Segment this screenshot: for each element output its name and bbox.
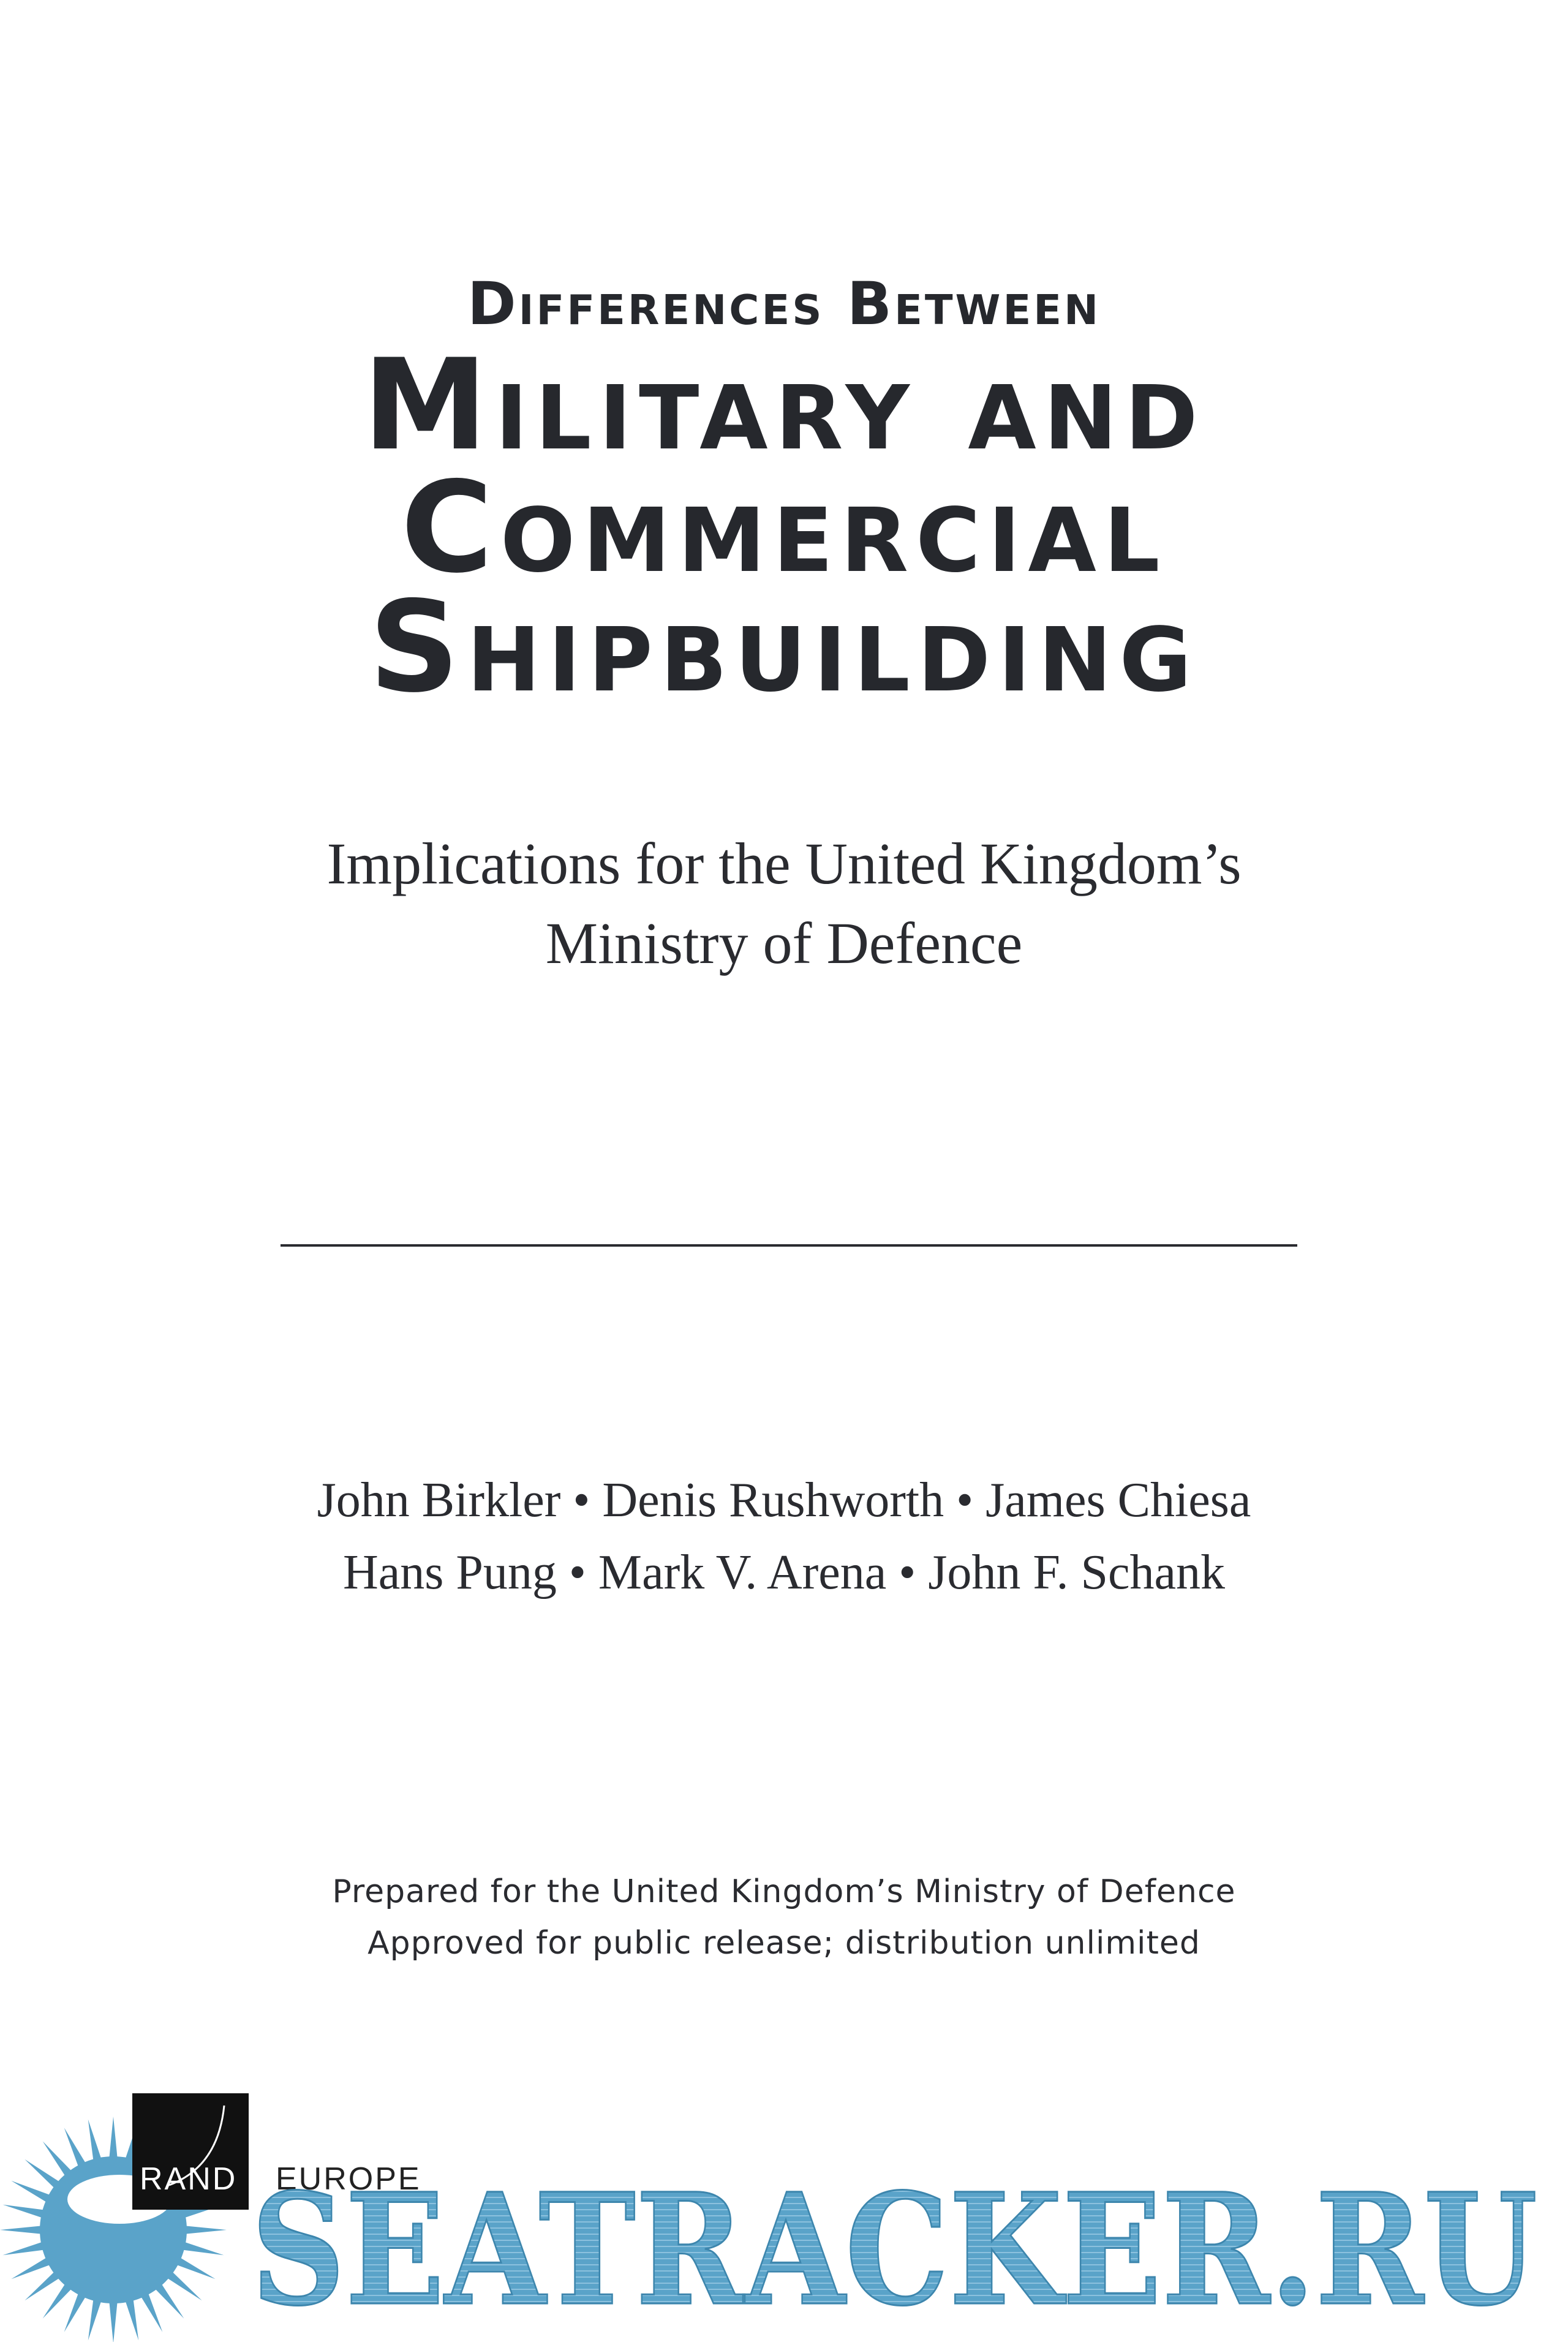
subtitle-line-2: Ministry of Defence (545, 910, 1023, 976)
title-kicker: Differences Between (467, 270, 1101, 338)
title-line-2: Commercial (401, 455, 1167, 601)
watermark-text: SEATRACKER.RU (251, 2159, 1537, 2340)
europe-logo-text: EUROPE (276, 2161, 421, 2197)
burst-ray (181, 2226, 227, 2235)
watermark (233, 2156, 1556, 2340)
burst-ray (0, 2226, 46, 2235)
authors-line-1: John Birkler • Denis Rushworth • James Chiesa (317, 1473, 1251, 1527)
approval-note: Approved for public release; distribution unlimited (368, 1925, 1200, 1962)
title-line-3: Shipbuilding (369, 575, 1199, 720)
divider-rule (281, 1244, 1297, 1247)
burst-ray (109, 2297, 118, 2342)
rand-logo-text: RAND (140, 2161, 238, 2197)
prepared-for-note: Prepared for the United Kingdom’s Ministry of Defence (332, 1873, 1236, 1910)
subtitle-line-1: Implications for the United Kingdom’s (326, 831, 1242, 896)
burst-ray (109, 2117, 118, 2163)
title-line-1: Military and (363, 333, 1205, 478)
authors-line-2: Hans Pung • Mark V. Arena • John F. Schank (343, 1546, 1225, 1600)
